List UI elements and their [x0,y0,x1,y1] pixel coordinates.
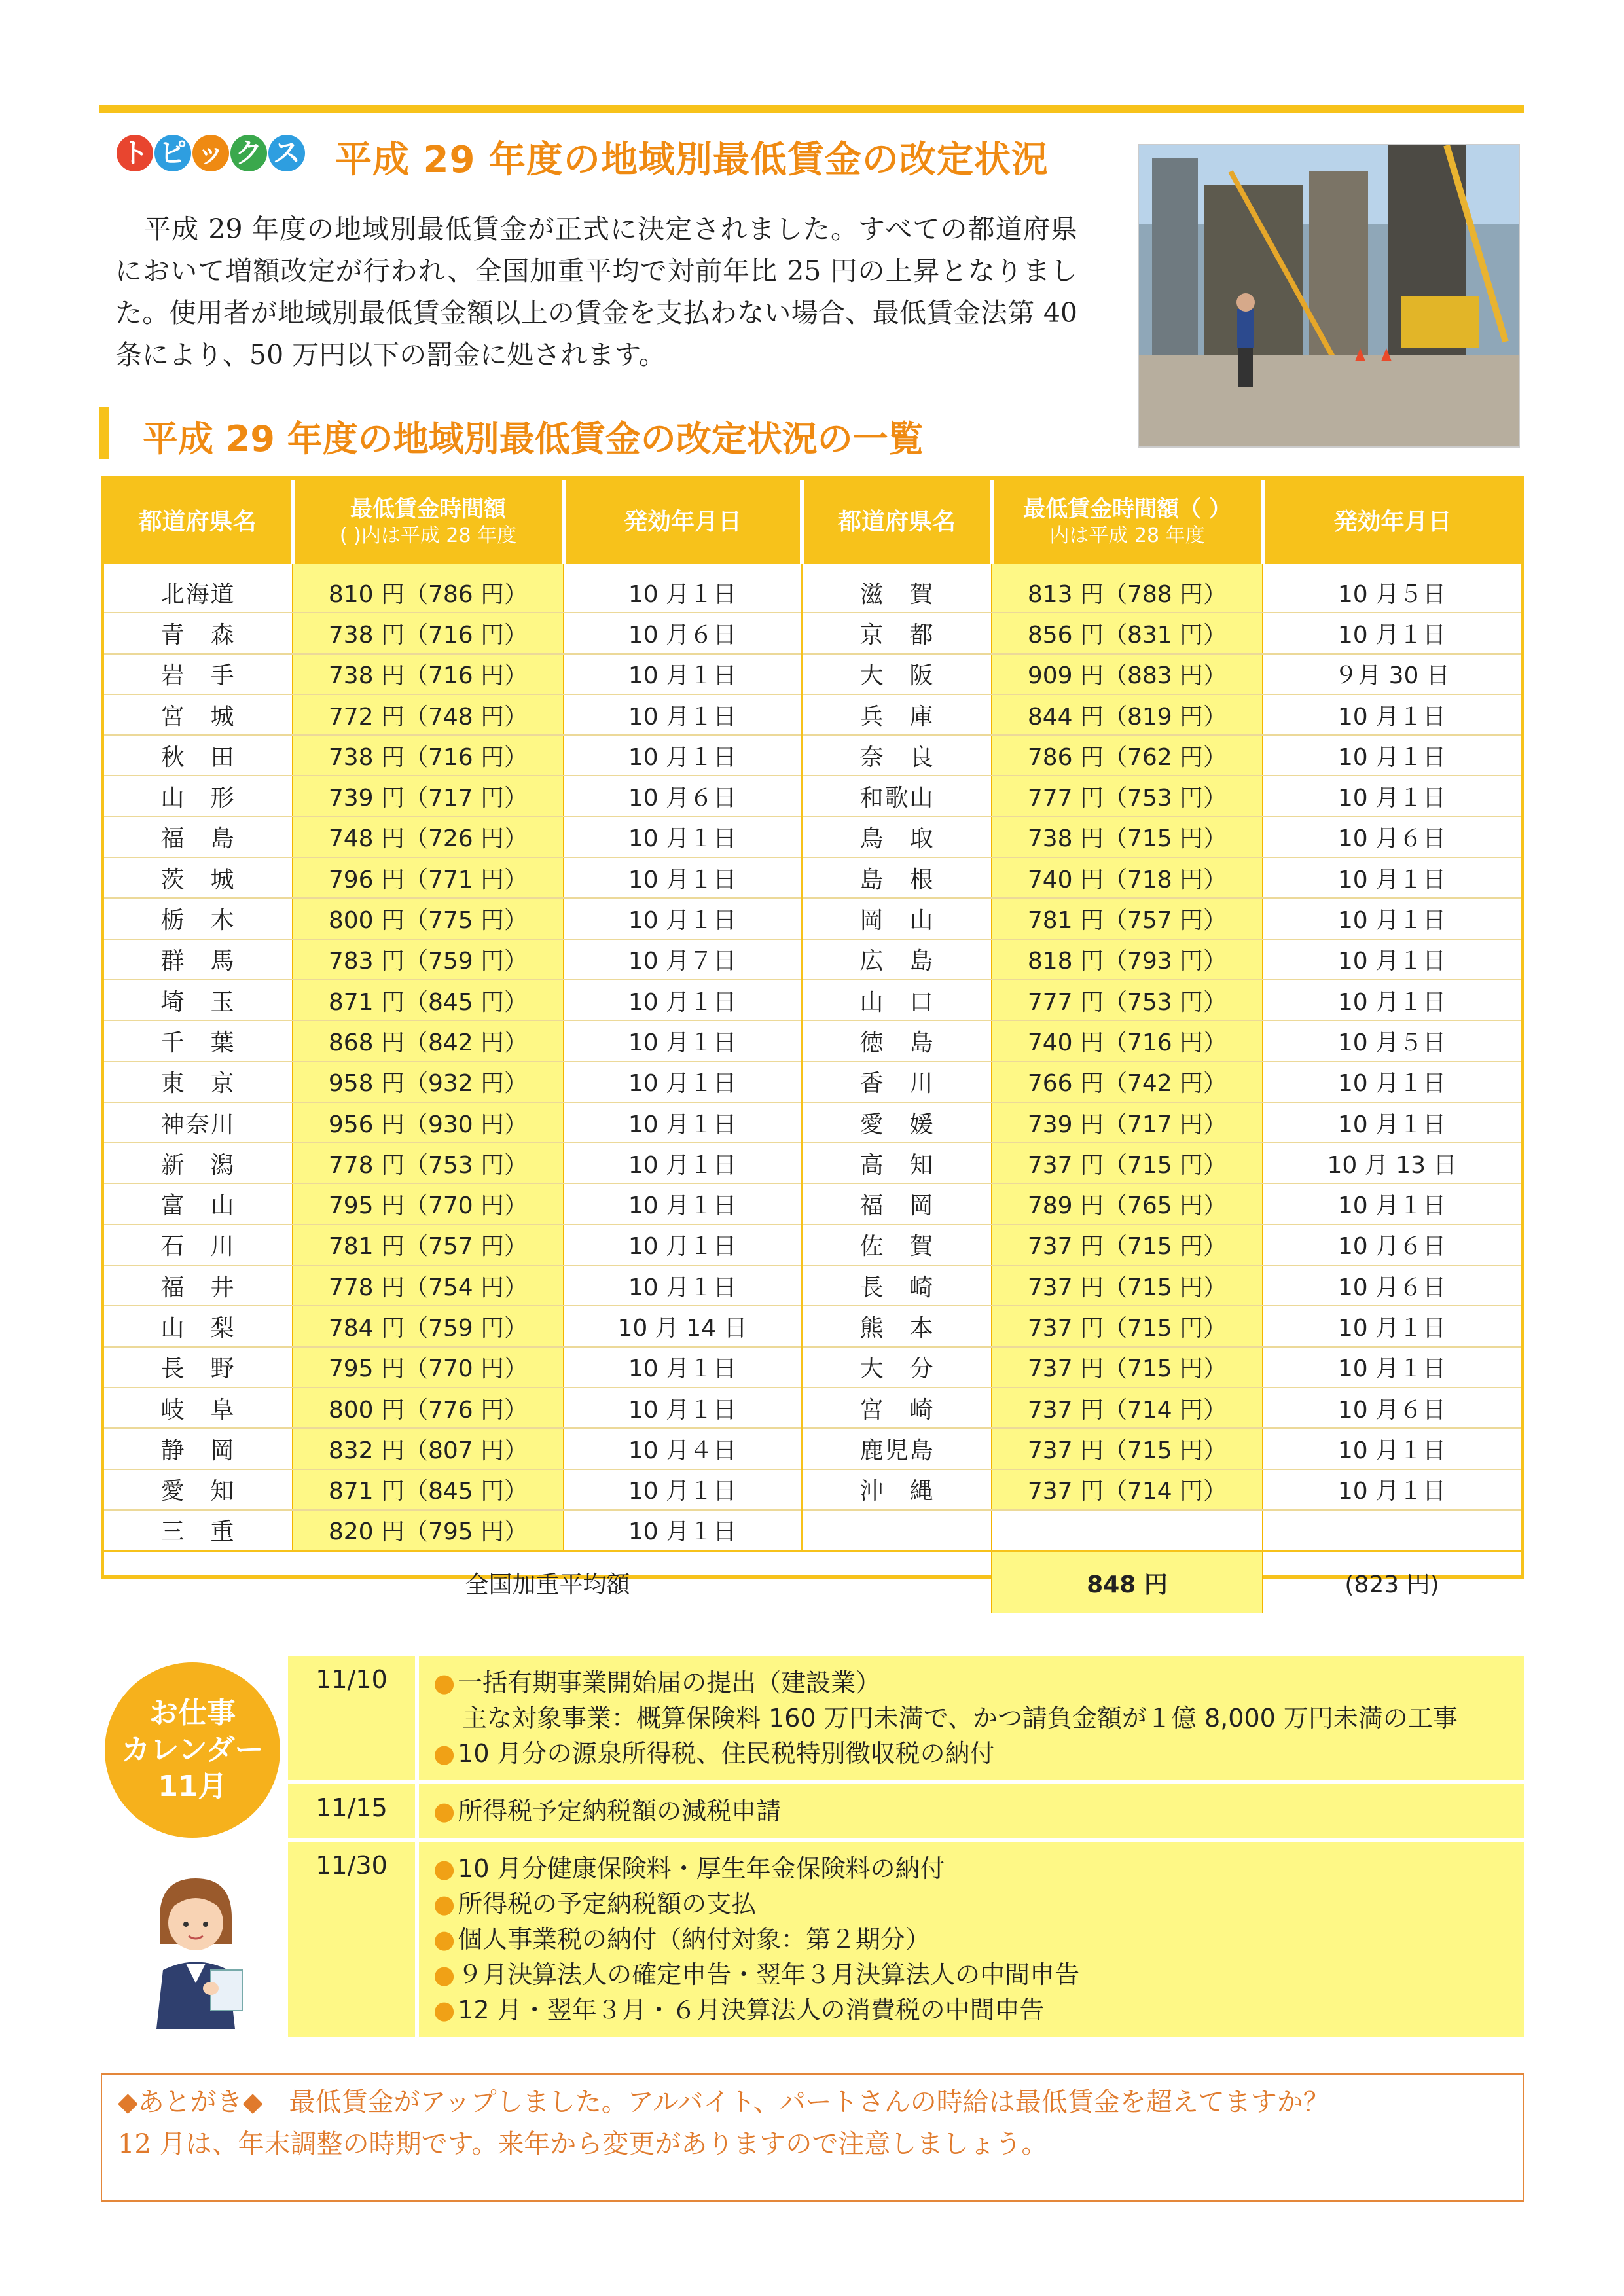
date-cell: 10 月１日 [1263,776,1521,816]
wage-cell: 786 円（762 円） [992,735,1263,776]
header-wage-line1: 最低賃金時間額 [350,496,506,522]
date-cell: 10 月１日 [564,573,802,613]
date-cell: 10 月 14 日 [564,1306,802,1346]
wage-cell: 856 円（831 円） [992,613,1263,653]
date-cell: ９月 30 日 [1263,654,1521,694]
table-row [104,857,1521,898]
date-cell: 10 月６日 [1263,817,1521,857]
wage-cell: 748 円（726 円） [293,817,564,857]
wage-cell: 832 円（807 円） [293,1428,564,1469]
date-cell: 10 月１日 [1263,1428,1521,1469]
wage-cell: 810 円（786 円） [293,573,564,613]
prefecture-cell: 石 川 [104,1225,293,1265]
calendar-item-text: 一括有期事業開始届の提出（建設業） [458,1668,881,1697]
prefecture-cell: 山 口 [802,980,992,1020]
wage-cell: 800 円（775 円） [293,898,564,939]
afterword-box [101,2073,1524,2202]
table-row [104,939,1521,980]
prefecture-cell: 京 都 [802,613,992,653]
date-cell: 10 月１日 [1263,1102,1521,1143]
prefecture-cell: 岡 山 [802,898,992,939]
prefecture-cell: 大 阪 [802,654,992,694]
spacer-row [104,564,1521,573]
header-prefecture: 都道府県名 [802,480,992,564]
wage-cell: 777 円（753 円） [992,980,1263,1020]
table-row [104,1183,1521,1224]
prefecture-cell: 島 根 [802,857,992,898]
office-worker-illustration [140,1872,251,2029]
prefecture-cell: 山 形 [104,776,293,816]
calendar-date: 11/10 [288,1656,415,1780]
prefecture-cell: 高 知 [802,1143,992,1183]
date-cell: 10 月５日 [1263,573,1521,613]
date-cell: 10 月１日 [564,1469,802,1510]
prefecture-cell: 新 潟 [104,1143,293,1183]
wage-cell: 739 円（717 円） [992,1102,1263,1143]
national-average-label: 全国加重平均額 [104,1551,992,1613]
header-prefecture: 都道府県名 [104,480,293,564]
table-row [104,898,1521,939]
wage-cell: 740 円（718 円） [992,857,1263,898]
wage-cell: 737 円（715 円） [992,1225,1263,1265]
date-cell: 10 月１日 [1263,898,1521,939]
table-row [104,1143,1521,1183]
prefecture-cell: 沖 縄 [802,1469,992,1510]
prefecture-cell: 秋 田 [104,735,293,776]
prefecture-cell [802,1510,992,1551]
wage-cell: 766 円（742 円） [992,1062,1263,1102]
bullet-icon: ● [433,1797,456,1825]
prefecture-cell: 群 馬 [104,939,293,980]
bullet-icon: ● [433,1890,456,1918]
table-row [104,1020,1521,1061]
date-cell: 10 月１日 [1263,1062,1521,1102]
date-cell: 10 月１日 [564,1183,802,1224]
wage-cell: 868 円（842 円） [293,1020,564,1061]
table-heading: 平成 29 年度の地域別最低賃金の改定状況の一覧 [143,418,924,459]
table-row [104,980,1521,1020]
calendar-item [433,1700,1509,1736]
date-cell: 10 月１日 [564,1062,802,1102]
date-cell: 10 月１日 [1263,735,1521,776]
date-cell: 10 月４日 [564,1428,802,1469]
minimum-wage-table [101,476,1524,1598]
wage-cell: 796 円（771 円） [293,857,564,898]
page-title: 平成 29 年度の地域別最低賃金の改定状況 [335,139,1049,181]
bullet-icon: ● [433,1960,456,1989]
header-wage-line1: 最低賃金時間額（ ） [1023,496,1231,522]
table-header-row [104,480,1521,564]
date-cell: 10 月１日 [564,1510,802,1551]
date-cell: 10 月７日 [564,939,802,980]
date-cell: 10 月１日 [1263,1306,1521,1346]
date-cell: 10 月１日 [564,1388,802,1428]
wage-cell: 737 円（715 円） [992,1306,1263,1346]
date-cell: 10 月６日 [1263,1265,1521,1306]
prefecture-cell: 福 井 [104,1265,293,1306]
date-cell: 10 月１日 [564,654,802,694]
prefecture-cell: 愛 知 [104,1469,293,1510]
prefecture-cell: 富 山 [104,1183,293,1224]
date-cell: 10 月１日 [1263,1469,1521,1510]
wage-cell: 778 円（754 円） [293,1265,564,1306]
date-cell: 10 月１日 [564,735,802,776]
prefecture-cell: 岐 阜 [104,1388,293,1428]
wage-cell [992,1510,1263,1551]
header-wage-line2: ( )内は平成 28 年度 [339,524,517,547]
bullet-icon: ● [433,1739,456,1768]
wage-cell: 739 円（717 円） [293,776,564,816]
wage-cell: 740 円（716 円） [992,1020,1263,1061]
calendar-item-text: 個人事業税の納付（納付対象：第２期分） [458,1925,931,1954]
date-cell: 10 月５日 [1263,1020,1521,1061]
table-row [104,1225,1521,1265]
calendar-items [419,1784,1524,1838]
date-cell: 10 月６日 [1263,1388,1521,1428]
national-average-row [104,1551,1521,1613]
calendar-item-text: 所得税の予定納税額の支払 [458,1890,757,1918]
wage-cell: 737 円（714 円） [992,1469,1263,1510]
national-average-previous: (823 円) [1263,1551,1521,1613]
prefecture-cell: 長 野 [104,1347,293,1388]
date-cell: 10 月１日 [564,898,802,939]
date-cell: 10 月１日 [564,1265,802,1306]
wage-cell: 737 円（715 円） [992,1143,1263,1183]
wage-cell: 783 円（759 円） [293,939,564,980]
calendar-item-text: 10 月分の源泉所得税、住民税特別徴収税の納付 [458,1739,995,1768]
wage-cell: 813 円（788 円） [992,573,1263,613]
prefecture-cell: 和歌山 [802,776,992,816]
calendar-item-text: 12 月・翌年３月・６月決算法人の消費税の中間申告 [458,1996,1045,2024]
calendar-date: 11/30 [288,1842,415,2037]
date-cell: 10 月１日 [1263,980,1521,1020]
prefecture-cell: 大 分 [802,1347,992,1388]
table-row [104,1388,1521,1428]
bullet-icon: ● [433,1854,456,1883]
wage-cell: 784 円（759 円） [293,1306,564,1346]
topics-badge [117,135,313,181]
wage-cell: 781 円（757 円） [293,1225,564,1265]
calendar-item [433,1922,1509,1957]
calendar-items [419,1842,1524,2037]
prefecture-cell: 神奈川 [104,1102,293,1143]
date-cell: 10 月１日 [564,1102,802,1143]
calendar-item [433,1665,1509,1700]
calendar-item-text: 所得税予定納税額の減税申請 [458,1797,782,1825]
calendar-item-text: 10 月分健康保険料・厚生年金保険料の納付 [458,1854,945,1883]
header-effective-date: 発効年月日 [564,480,802,564]
top-rule [99,105,1524,113]
calendar-items [419,1656,1524,1780]
bullet-icon: ● [433,1996,456,2024]
prefecture-cell: 青 森 [104,613,293,653]
header-effective-date: 発効年月日 [1263,480,1521,564]
table-row [104,817,1521,857]
national-average-value: 848 円 [992,1551,1263,1613]
date-cell: 10 月１日 [564,1225,802,1265]
table-row [104,776,1521,816]
wage-cell: 778 円（753 円） [293,1143,564,1183]
table-row [104,1428,1521,1469]
wage-cell: 820 円（795 円） [293,1510,564,1551]
table-row [104,1347,1521,1388]
prefecture-cell: 静 岡 [104,1428,293,1469]
calendar-item [433,1793,1509,1829]
date-cell [1263,1510,1521,1551]
table-row [104,573,1521,613]
table-row [104,735,1521,776]
date-cell: 10 月１日 [564,1143,802,1183]
wage-cell: 871 円（845 円） [293,1469,564,1510]
table-row [104,654,1521,694]
topics-badge-char: ク [230,135,267,171]
prefecture-cell: 東 京 [104,1062,293,1102]
wage-cell: 738 円（715 円） [992,817,1263,857]
date-cell: 10 月１日 [1263,857,1521,898]
topics-badge-char: ッ [192,135,229,171]
prefecture-cell: 広 島 [802,939,992,980]
calendar-row [288,1842,1524,2037]
wage-cell: 789 円（765 円） [992,1183,1263,1224]
topics-badge-char: ピ [154,135,191,171]
table-row [104,1469,1521,1510]
prefecture-cell: 鳥 取 [802,817,992,857]
date-cell: 10 月１日 [1263,613,1521,653]
prefecture-cell: 福 岡 [802,1183,992,1224]
afterword-line: 12 月は、年末調整の時期です。来年から変更がありますので注意しましょう。 [118,2129,1048,2159]
calendar-item [433,1886,1509,1922]
wage-cell: 958 円（932 円） [293,1062,564,1102]
calendar-row [288,1784,1524,1838]
header-wage [293,480,564,564]
date-cell: 10 月１日 [1263,939,1521,980]
prefecture-cell: 佐 賀 [802,1225,992,1265]
table-row [104,1306,1521,1346]
date-cell: 10 月１日 [1263,1183,1521,1224]
calendar-item [433,1851,1509,1886]
prefecture-cell: 兵 庫 [802,694,992,735]
prefecture-cell: 埼 玉 [104,980,293,1020]
prefecture-cell: 鹿児島 [802,1428,992,1469]
table-row [104,1265,1521,1306]
table-row [104,694,1521,735]
wage-cell: 844 円（819 円） [992,694,1263,735]
wage-cell: 818 円（793 円） [992,939,1263,980]
wage-cell: 738 円（716 円） [293,613,564,653]
calendar-badge-line: カレンダー [121,1733,264,1767]
calendar-item-text: 主な対象事業：概算保険料 160 万円未満で、かつ請負金額が１億 8,000 万円未満の工事 [462,1704,1458,1732]
prefecture-cell: 香 川 [802,1062,992,1102]
prefecture-cell: 長 崎 [802,1265,992,1306]
calendar-item [433,1957,1509,1992]
prefecture-cell: 徳 島 [802,1020,992,1061]
wage-cell: 795 円（770 円） [293,1183,564,1224]
calendar-table [288,1656,1524,2041]
prefecture-cell: 岩 手 [104,654,293,694]
calendar-item [433,1992,1509,2028]
wage-cell: 909 円（883 円） [992,654,1263,694]
bullet-icon: ● [433,1925,456,1954]
subheading-bar [99,407,109,459]
prefecture-cell: 滋 賀 [802,573,992,613]
date-cell: 10 月１日 [564,857,802,898]
date-cell: 10 月１日 [564,817,802,857]
table-row [104,1510,1521,1551]
wage-cell: 737 円（715 円） [992,1265,1263,1306]
header-wage-line2: 内は平成 28 年度 [1049,524,1205,547]
construction-site-photo [1138,144,1520,448]
wage-cell: 795 円（770 円） [293,1347,564,1388]
wage-cell: 737 円（715 円） [992,1428,1263,1469]
prefecture-cell: 福 島 [104,817,293,857]
date-cell: 10 月１日 [1263,694,1521,735]
prefecture-cell: 山 梨 [104,1306,293,1346]
wage-cell: 738 円（716 円） [293,654,564,694]
calendar-item [433,1736,1509,1771]
calendar-date: 11/15 [288,1784,415,1838]
wage-cell: 781 円（757 円） [992,898,1263,939]
date-cell: 10 月６日 [564,776,802,816]
prefecture-cell: 奈 良 [802,735,992,776]
wage-cell: 737 円（714 円） [992,1388,1263,1428]
prefecture-cell: 宮 城 [104,694,293,735]
prefecture-cell: 栃 木 [104,898,293,939]
date-cell: 10 月１日 [564,980,802,1020]
wage-cell: 871 円（845 円） [293,980,564,1020]
date-cell: 10 月 13 日 [1263,1143,1521,1183]
wage-cell: 800 円（776 円） [293,1388,564,1428]
bullet-icon: ● [433,1668,456,1697]
prefecture-cell: 北海道 [104,573,293,613]
calendar-badge-line: お仕事 [149,1696,236,1730]
calendar-row [288,1656,1524,1780]
topics-badge-char: ト [117,135,153,171]
prefecture-cell: 宮 崎 [802,1388,992,1428]
date-cell: 10 月１日 [564,1020,802,1061]
calendar-badge [105,1662,280,1838]
topics-badge-char: ス [268,135,305,171]
date-cell: 10 月１日 [1263,1347,1521,1388]
prefecture-cell: 熊 本 [802,1306,992,1346]
wage-cell: 956 円（930 円） [293,1102,564,1143]
prefecture-cell: 愛 媛 [802,1102,992,1143]
prefecture-cell: 茨 城 [104,857,293,898]
table-row [104,1062,1521,1102]
date-cell: 10 月６日 [1263,1225,1521,1265]
calendar-badge-line: 11月 [158,1770,227,1803]
wage-cell: 777 円（753 円） [992,776,1263,816]
wage-cell: 772 円（748 円） [293,694,564,735]
wage-cell: 738 円（716 円） [293,735,564,776]
prefecture-cell: 三 重 [104,1510,293,1551]
header-wage [992,480,1263,564]
wage-cell: 737 円（715 円） [992,1347,1263,1388]
prefecture-cell: 千 葉 [104,1020,293,1061]
calendar-item-text: ９月決算法人の確定申告・翌年３月決算法人の中間申告 [458,1960,1080,1989]
table-row [104,1102,1521,1143]
date-cell: 10 月１日 [564,1347,802,1388]
afterword-line: ◆あとがき◆ 最低賃金がアップしました。アルバイト、パートさんの時給は最低賃金を超えてますか？ [118,2087,1329,2117]
date-cell: 10 月１日 [564,694,802,735]
date-cell: 10 月６日 [564,613,802,653]
table-row [104,613,1521,653]
intro-paragraph: 平成 29 年度の地域別最低賃金が正式に決定されました。すべての都道府県において増額改定が行われ、全国加重平均で対前年比 25 円の上昇となりました。使用者が地域別最低賃金額以上の賃金を支払わない場合、最低賃金法第 40 条により、50 万円以下の罰金に処されます。 [115,213,1077,370]
